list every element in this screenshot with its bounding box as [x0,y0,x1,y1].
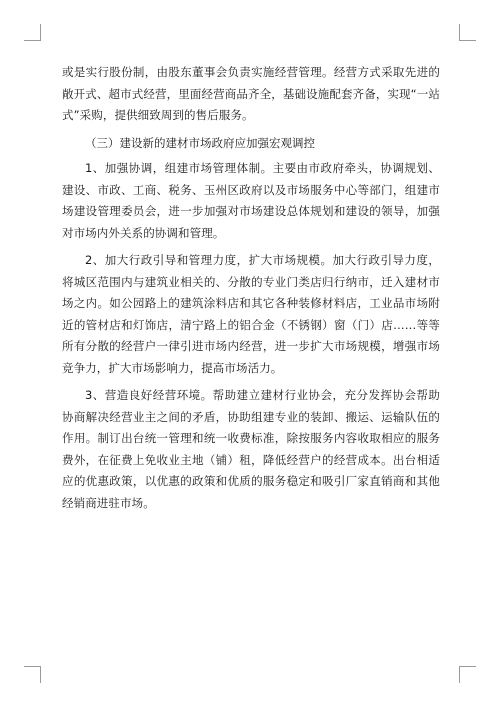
paragraph-item-3: 3、营造良好经营环境。帮助建立建材行业协会，充分发挥协会帮助协商解决经营业主之间的矛盾，协助组建专业的装卸、搬运、运输队伍的作用。制订出台统一管理和统一收费标准，除按服务内容收取相应的服务费外，在征费上免收业主地（铺）租，降低经营户的经营成本。出台相适应的优惠政策，以优惠的政策和优质的服务稳定和吸引厂家直销商和其他经销商进驻市场。 [62,388,440,510]
crop-mark-top-left [24,24,41,41]
crop-mark-bottom-left [24,666,41,683]
section-heading: （三）建设新的建材市场政府应加强宏观调控 [85,135,315,150]
document-body [62,62,440,520]
paragraph-item-1: 1、加强协调，组建市场管理体制。主要由市政府牵头，协调规划、建设、市政、工商、税务、玉州区政府以及市场服务中心等部门，组建市场建设管理委员会，进一步加强对市场建设总体规划和建设的领导，加强对市场内外关系的协调和管理。 [62,161,440,240]
paragraph-continuation: 或是实行股份制，由股东董事会负责实施经营管理。经营方式采取先进的敞开式、超市式经营，里面经营商品齐全，基础设施配套齐备，实现“一站式”采购，提供细致周到的售后服务。 [62,65,440,122]
crop-mark-bottom-right [459,666,476,683]
crop-mark-top-right [459,24,476,41]
paragraph-item-2: 2、加大行政引导和管理力度，扩大市场规模。加大行政引导力度，将城区范围内与建筑业相关的、分散的专业门类店归行纳市，迁入建材市场之内。如公园路上的建筑涂料店和其它各种装修材料店，工业品市场附近的管材店和灯饰店，清宁路上的铝合金（不锈钢）窗（门）店……等等所有分散的经营户一律引进市场内经营，进一步扩大市场规模，增强市场竞争力，扩大市场影响力，提高市场活力。 [62,253,440,375]
